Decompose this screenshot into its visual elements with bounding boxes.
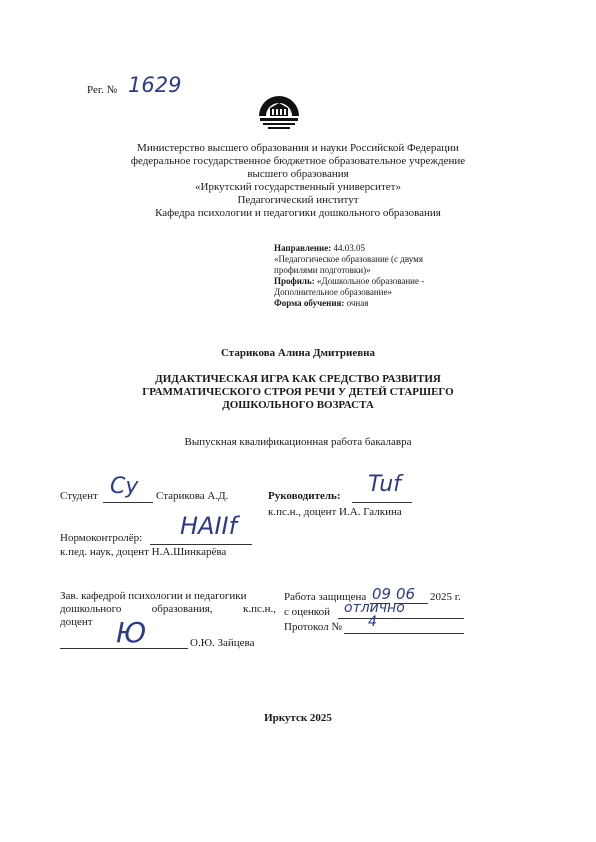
supervisor-label: Руководитель: <box>268 490 341 502</box>
protocol-number: 4 <box>368 614 377 630</box>
profile-label: Профиль: <box>274 276 315 286</box>
ministry-name: Министерство высшего образования и науки Российской Федерации <box>137 142 459 154</box>
head-line-2a: дошкольного <box>60 603 122 615</box>
head-block <box>60 590 280 629</box>
defense-month: 06 <box>396 585 416 603</box>
student-signature-icon: Cy <box>110 474 139 499</box>
head-name: О.Ю. Зайцева <box>190 637 255 649</box>
student-signature-line <box>103 502 153 503</box>
normocontrol-signature-line <box>150 544 252 545</box>
thesis-title <box>0 373 596 412</box>
form-label: Форма обучения: <box>274 298 345 308</box>
work-type: Выпускная квалификационная работа бакалавра <box>184 436 412 448</box>
student-label: Студент <box>60 490 98 502</box>
title-line: ДИДАКТИЧЕСКАЯ ИГРА КАК СРЕДСТВО РАЗВИТИЯ <box>155 373 441 385</box>
defense-year: 2025 г. <box>430 591 461 603</box>
direction-name-1: «Педагогическое образование (с двумя <box>274 254 423 264</box>
student-name: Старикова А.Д. <box>156 490 229 502</box>
normocontrol-signature-icon: HAIIf <box>180 512 238 540</box>
profile-value-1: «Дошкольное образование - <box>314 276 425 286</box>
institution-line-2: высшего образования <box>247 168 349 180</box>
title-line: ГРАММАТИЧЕСКОГО СТРОЯ РЕЧИ У ДЕТЕЙ СТАРШЕГО <box>142 386 454 398</box>
institute-name: Педагогический институт <box>237 194 359 206</box>
form-value: очная <box>344 298 369 308</box>
normocontrol-details: к.пед. наук, доцент Н.А.Шинкарёва <box>60 546 227 558</box>
author-name: Старикова Алина Дмитриевна <box>221 347 375 359</box>
defense-label: Работа защищена <box>284 591 367 603</box>
registration-number: 1629 <box>128 73 182 97</box>
protocol-line <box>344 633 464 634</box>
head-line-2c: к.пс.н., <box>243 603 276 615</box>
head-line-2b: образования, <box>151 603 213 615</box>
footer-city-year: Иркутск 2025 <box>264 712 332 724</box>
grade-line <box>338 618 464 619</box>
profile-value-2: Дополнительное образование» <box>274 287 392 297</box>
program-block <box>274 243 474 309</box>
supervisor-signature-line <box>352 502 412 503</box>
protocol-label: Протокол № <box>284 621 342 633</box>
university-logo-icon <box>254 86 304 136</box>
institution-line-1: федеральное государственное бюджетное образовательное учреждение <box>130 155 466 167</box>
university-name: «Иркутский государственный университет» <box>195 181 401 193</box>
head-line-1: Зав. кафедрой психологии и педагогики <box>60 590 247 602</box>
direction-code: 44.03.05 <box>331 243 365 253</box>
direction-label: Направление: <box>274 243 332 253</box>
defense-day: 09 <box>372 585 392 603</box>
department-name: Кафедра психологии и педагогики дошкольного образования <box>155 207 441 219</box>
registration-label: Рег. № <box>87 84 118 96</box>
grade-value: отлично <box>344 600 405 616</box>
supervisor-signature-icon: Tuf <box>368 472 401 497</box>
normocontrol-label: Нормоконтролёр: <box>60 532 143 544</box>
head-line-3: доцент <box>60 616 93 628</box>
supervisor-details: к.пс.н., доцент И.А. Галкина <box>268 506 402 518</box>
head-signature-icon: Ю <box>116 616 147 649</box>
title-line: ДОШКОЛЬНОГО ВОЗРАСТА <box>222 399 374 411</box>
grade-label: с оценкой <box>284 606 330 618</box>
header-block <box>0 142 596 220</box>
direction-name-2: профилями подготовки)» <box>274 265 371 275</box>
